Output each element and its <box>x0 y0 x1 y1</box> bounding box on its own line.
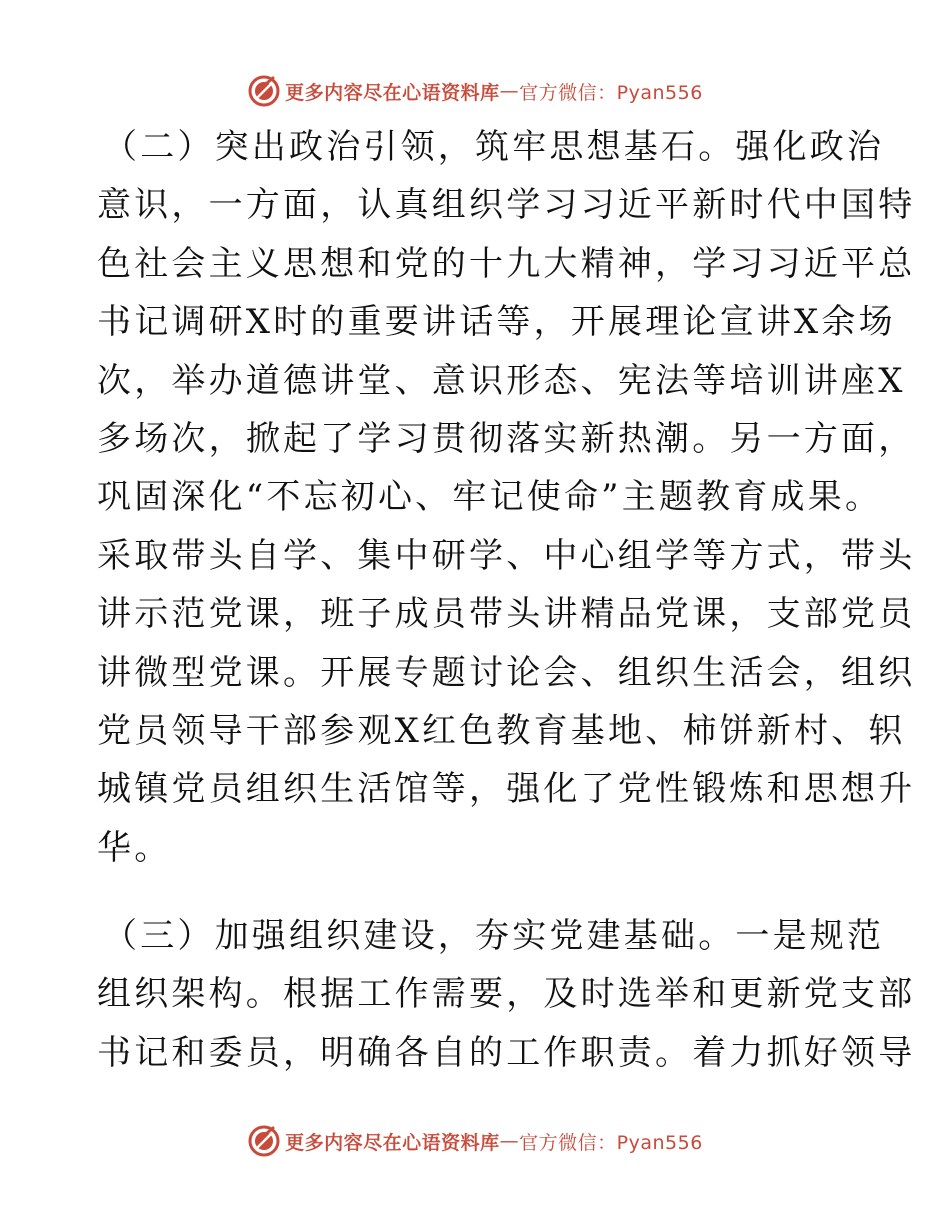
watermark-wechat-text: 官方微信：Pyan556 <box>519 81 703 104</box>
pen-circle-logo-icon <box>247 1124 281 1158</box>
text-line: （三）加强组织建设，夯实党建基础。一是规范 <box>103 916 885 957</box>
footer-watermark <box>0 1121 950 1161</box>
paragraph-organization-building <box>97 907 916 1082</box>
text-line: 色社会主义思想和党的十九大精神，学习习近平总 <box>97 243 916 284</box>
text-line: 讲示范党课，班子成员带头讲精品党课，支部党员 <box>97 594 916 635</box>
watermark-wechat-text: 官方微信：Pyan556 <box>519 1131 703 1154</box>
watermark-dash: — <box>499 80 520 102</box>
text-line: 华。 <box>97 827 172 868</box>
paragraph-gap <box>97 877 849 907</box>
document-body <box>97 118 916 1082</box>
watermark-site-text: 更多内容尽在心语资料库 <box>285 81 500 104</box>
pen-circle-logo-icon <box>247 74 281 108</box>
text-line: 巩固深化“不忘初心、牢记使命”主题教育成果。 <box>97 477 883 518</box>
text-line: 城镇党员组织生活馆等，强化了党性锻炼和思想升 <box>97 769 916 810</box>
watermark-site-text: 更多内容尽在心语资料库 <box>285 1131 500 1154</box>
text-line: 意识，一方面，认真组织学习习近平新时代中国特 <box>97 185 916 226</box>
text-line: 讲微型党课。开展专题讨论会、组织生活会，组织 <box>97 652 916 693</box>
text-line: （二）突出政治引领，筑牢思想基石。强化政治 <box>103 127 885 167</box>
header-watermark <box>0 71 950 111</box>
text-line: 次，举办道德讲堂、意识形态、宪法等培训讲座X <box>97 360 906 401</box>
paragraph-political-leadership <box>97 118 916 877</box>
text-line: 组织架构。根据工作需要，及时选举和更新党支部 <box>97 974 916 1015</box>
text-line: 党员领导干部参观X红色教育基地、柿饼新村、轵 <box>97 710 906 751</box>
watermark-dash: — <box>499 1130 520 1152</box>
text-line: 采取带头自学、集中研学、中心组学等方式，带头 <box>97 535 916 576</box>
text-line: 书记调研X时的重要讲话等，开展理论宣讲X余场 <box>97 302 896 343</box>
text-line: 多场次，掀起了学习贯彻落实新热潮。另一方面， <box>97 418 916 459</box>
text-line: 书记和委员，明确各自的工作职责。着力抓好领导 <box>97 1032 916 1073</box>
